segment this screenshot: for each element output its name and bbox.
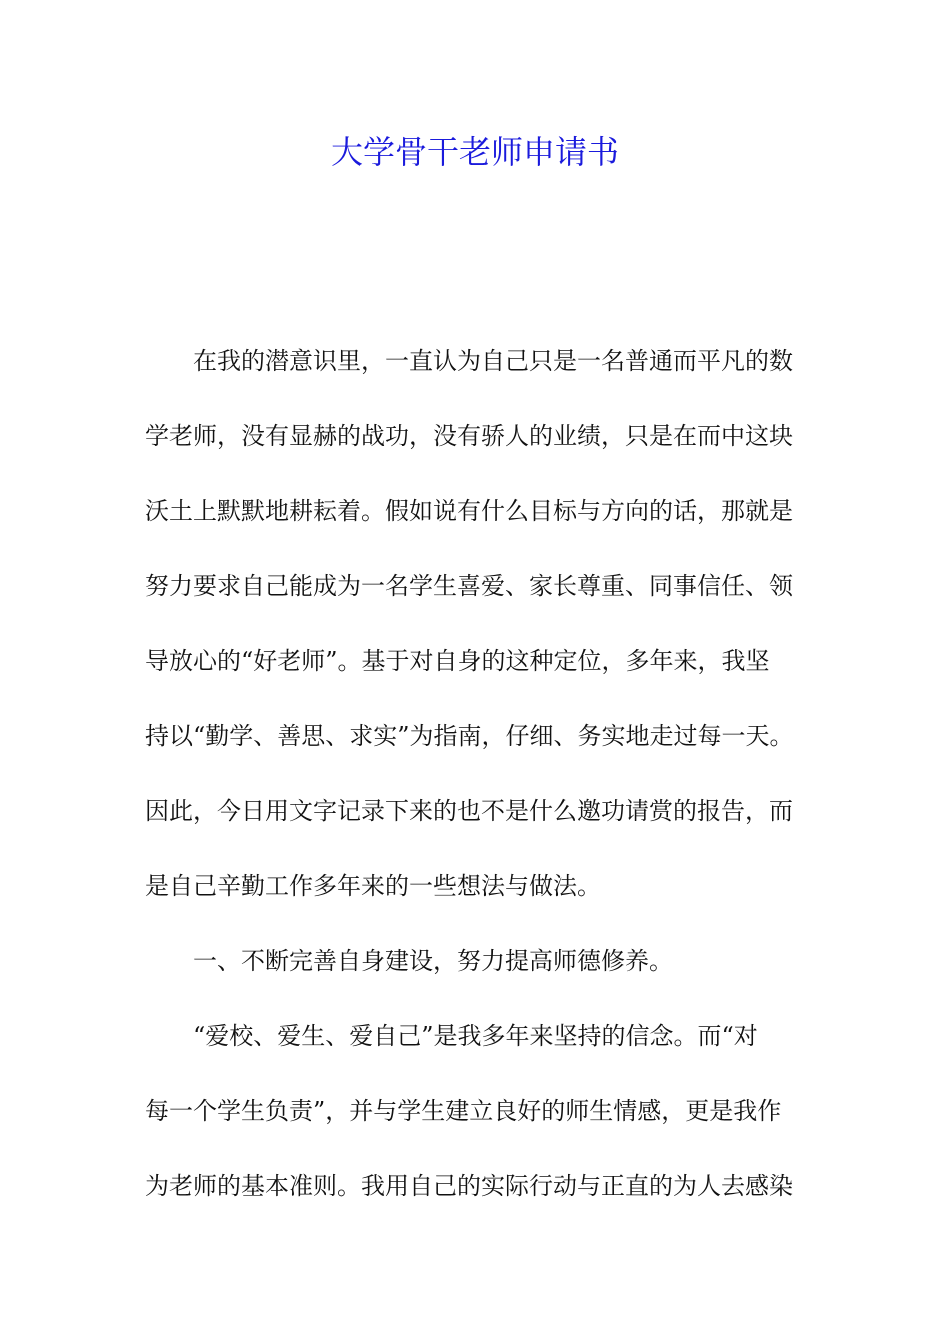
paragraph-line: 沃土上默默地耕耘着。假如说有什么目标与方向的话，那就是 bbox=[145, 497, 793, 525]
section-heading: 一、不断完善自身建设，努力提高师德修养。 bbox=[193, 947, 673, 975]
paragraph-line: 是自己辛勤工作多年来的一些想法与做法。 bbox=[145, 872, 601, 900]
paragraph-line: 导放心的“好老师”。基于对自身的这种定位，多年来，我坚 bbox=[145, 647, 770, 675]
paragraph-line: 努力要求自己能成为一名学生喜爱、家长尊重、同事信任、领 bbox=[145, 572, 793, 600]
paragraph-line: 持以“勤学、善思、求实”为指南，仔细、务实地走过每一天。 bbox=[145, 722, 794, 750]
paragraph-line: 在我的潜意识里，一直认为自己只是一名普通而平凡的数 bbox=[193, 347, 793, 375]
document-body bbox=[145, 337, 835, 1237]
paragraph-line: 因此，今日用文字记录下来的也不是什么邀功请赏的报告，而 bbox=[145, 797, 793, 825]
document-title: 大学骨干老师申请书 bbox=[330, 133, 619, 171]
paragraph-line: 每一个学生负责”，并与学生建立良好的师生情感，更是我作 bbox=[145, 1097, 782, 1125]
paragraph-line: 学老师，没有显赫的战功，没有骄人的业绩，只是在而中这块 bbox=[145, 422, 793, 450]
paragraph-line: “爱校、爱生、爱自己”是我多年来坚持的信念。而“对 bbox=[193, 1022, 758, 1050]
paragraph-line: 为老师的基本准则。我用自己的实际行动与正直的为人去感染 bbox=[145, 1172, 793, 1200]
